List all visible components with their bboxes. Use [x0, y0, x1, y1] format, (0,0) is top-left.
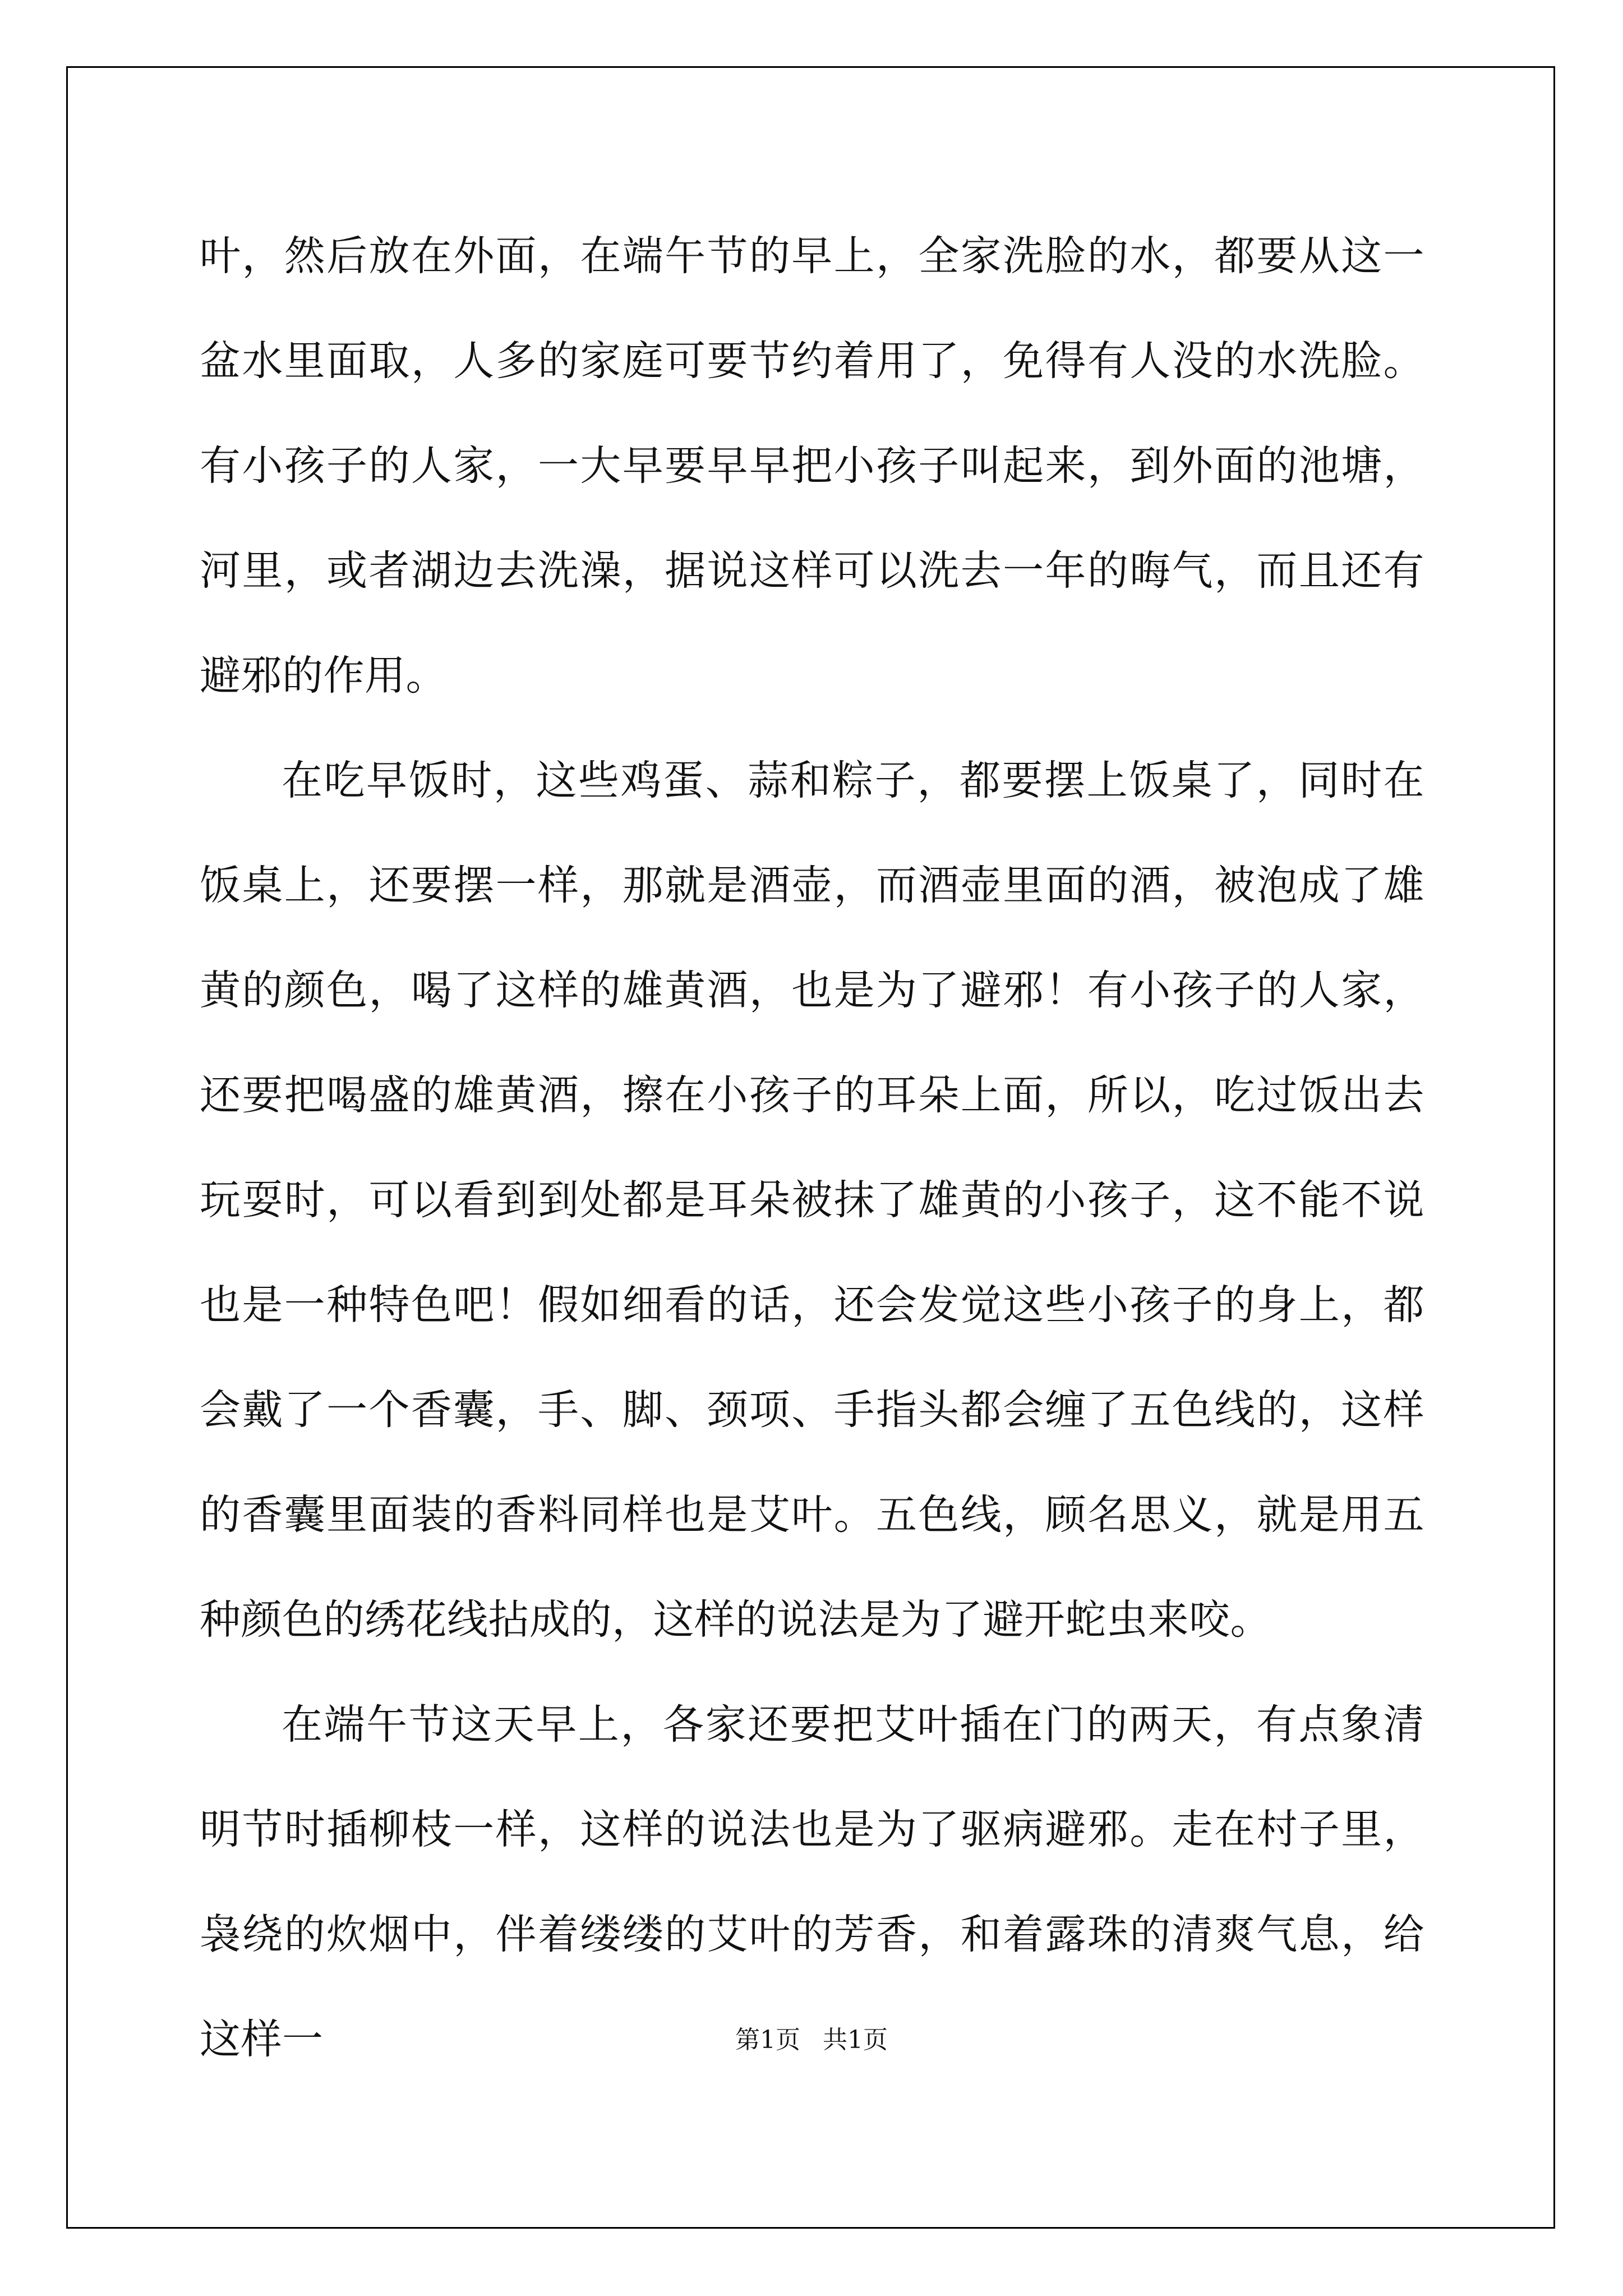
page-footer	[0, 2019, 1623, 2055]
document-body	[200, 204, 1424, 2092]
paragraph-3: 在端午节这天早上，各家还要把艾叶插在门的两天，有点象清明节时插柳枝一样，这样的说法也是为了驱病避邪。走在村子里，袅绕的炊烟中，伴着缕缕的艾叶的芳香，和着露珠的清爽气息，给这样一	[200, 1701, 1424, 2063]
page-number: 第1页	[735, 2026, 800, 2054]
page-total: 共1页	[823, 2026, 888, 2054]
paragraph-2: 在吃早饭时，这些鸡蛋、蒜和粽子，都要摆上饭桌了，同时在饭桌上，还要摆一样，那就是酒壶，而酒壶里面的酒，被泡成了雄黄的颜色，喝了这样的雄黄酒，也是为了避邪！有小孩子的人家，还要把喝盛的雄黄酒，擦在小孩子的耳朵上面，所以，吃过饭出去玩耍时，可以看到到处都是耳朵被抹了雄黄的小孩子，这不能不说也是一种特色吧！假如细看的话，还会发觉这些小孩子的身上，都会戴了一个香囊，手、脚、颈项、手指头都会缠了五色线的，这样的香囊里面装的香料同样也是艾叶。五色线，顾名思义，就是用五种颜色的绣花线拈成的，这样的说法是为了避开蛇虫来咬。	[200, 757, 1424, 1644]
paragraph-1: 叶，然后放在外面，在端午节的早上，全家洗脸的水，都要从这一盆水里面取，人多的家庭可要节约着用了，免得有人没的水洗脸。有小孩子的人家，一大早要早早把小孩子叫起来，到外面的池塘，河里，或者湖边去洗澡，据说这样可以洗去一年的晦气，而且还有避邪的作用。	[200, 232, 1424, 700]
